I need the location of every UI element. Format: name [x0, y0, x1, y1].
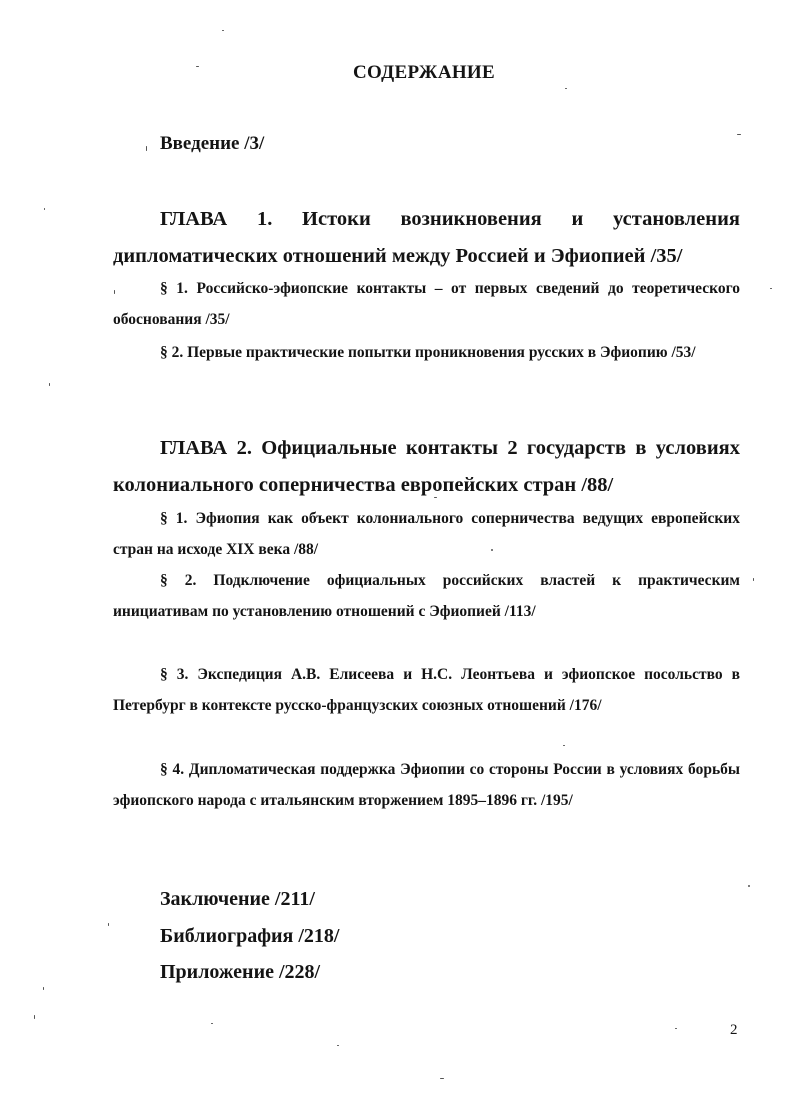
scan-speck — [337, 1045, 339, 1046]
page-title: СОДЕРЖАНИЕ — [353, 62, 495, 83]
scan-speck — [753, 578, 754, 581]
scan-speck — [563, 745, 565, 746]
scan-speck — [737, 134, 741, 135]
scan-speck — [675, 1028, 677, 1029]
page-number: 2 — [730, 1022, 738, 1038]
toc-entry-intro: Введение /3/ — [160, 133, 265, 154]
toc-entry-bibliography: Библиография /218/ — [160, 925, 340, 947]
toc-entry-appendix: Приложение /228/ — [160, 961, 321, 983]
scan-speck — [222, 30, 224, 31]
scan-speck — [43, 987, 44, 990]
scan-speck — [434, 497, 437, 498]
scan-speck — [34, 1015, 35, 1019]
scan-speck — [49, 383, 50, 386]
toc-section-2-4: § 4. Дипломатическая поддержка Эфиопии со стороны России в условиях борьбы эфиопского народа с итальянским вторжением 1895–1896 гг. /195/ — [113, 761, 740, 809]
toc-section-2-3: § 3. Экспедиция А.В. Елисеева и Н.С. Леонтьева и эфиопское посольство в Петербург в контексте русско-французских союзных отношений /176/ — [113, 666, 740, 714]
toc-section-2-1: § 1. Эфиопия как объект колониального соперничества ведущих европейских стран на исходе XIX века /88/ — [113, 510, 740, 558]
toc-chapter-2: ГЛАВА 2. Официальные контакты 2 государств в условиях колониального соперничества европейских стран /88/ — [113, 437, 740, 496]
scan-speck — [565, 88, 567, 89]
toc-section-1-1: § 1. Российско-эфиопские контакты – от первых сведений до теоретического обоснования /35/ — [113, 280, 740, 328]
toc-entry-conclusion: Заключение /211/ — [160, 888, 315, 910]
scan-speck — [491, 549, 493, 551]
scan-speck — [440, 1078, 444, 1079]
scan-speck — [108, 923, 109, 926]
scan-speck — [748, 885, 750, 887]
scan-speck — [211, 1023, 213, 1024]
toc-chapter-1: ГЛАВА 1. Истоки возникновения и установления дипломатических отношений между Россией и Эфиопией /35/ — [113, 208, 740, 267]
toc-section-1-2: § 2. Первые практические попытки проникновения русских в Эфиопию /53/ — [160, 344, 696, 361]
scan-speck — [196, 66, 199, 67]
scan-speck — [146, 146, 147, 151]
scan-speck — [44, 208, 45, 210]
scan-speck — [770, 288, 772, 289]
toc-section-2-2: § 2. Подключение официальных российских властей к практическим инициативам по установлению отношений с Эфиопией /113/ — [113, 572, 740, 620]
scan-speck — [114, 290, 115, 294]
